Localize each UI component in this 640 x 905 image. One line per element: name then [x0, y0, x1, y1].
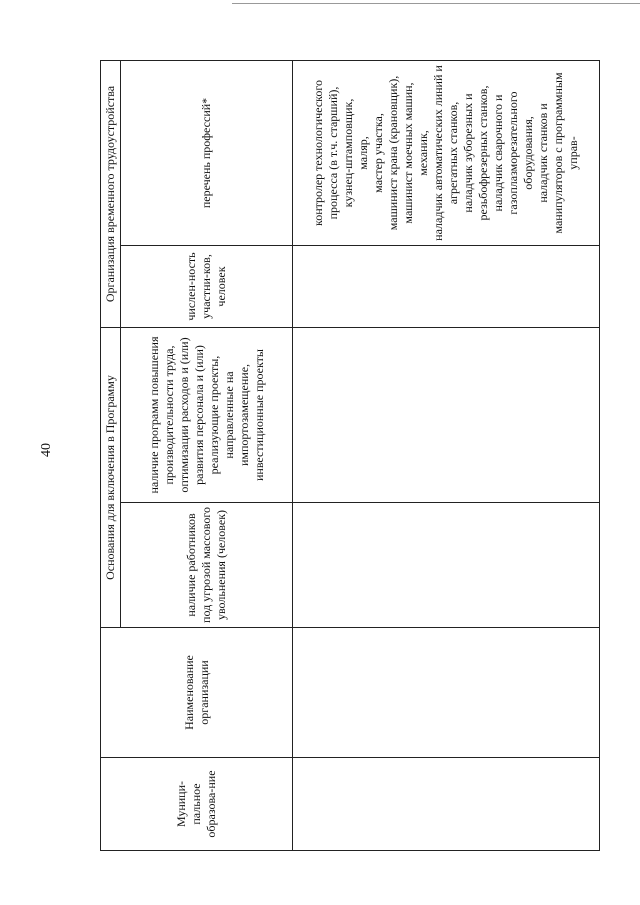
header-programs: наличие программ повышения производительности труда, оптимизации расходов и (или) развития персонала и (или) реализующие проекты, направленные на импортозамещение, инвестиционные проекты	[121, 328, 293, 503]
profession-item: кузнец-штамповщик,	[341, 98, 355, 208]
header-workers-threat: наличие работников под угрозой массового увольнения (человек)	[121, 503, 293, 628]
cell-workers-threat	[293, 503, 600, 628]
header-temp-employment-group: Организация временного трудоустройства	[101, 60, 121, 327]
top-rule	[232, 3, 640, 4]
profession-item: мастер участка,	[371, 113, 385, 193]
header-municipality: Муници-пальное образова-ние	[101, 758, 293, 851]
profession-item: наладчик автоматических линий и агрегатных станков,	[431, 65, 460, 241]
header-grounds-group: Основания для включения в Программу	[101, 328, 121, 628]
profession-item: наладчик сварочного и газоплазморезательного оборудования,	[491, 91, 535, 215]
page-number: 40	[39, 443, 54, 457]
cell-professions-list	[293, 60, 600, 245]
profession-item: механик,	[416, 130, 430, 176]
header-professions: перечень профессий*	[121, 60, 293, 245]
header-participants: числен-ность участни-ков, человек	[121, 246, 293, 328]
profession-item: маляр,	[356, 136, 370, 170]
profession-item: машинист моечных машин,	[401, 82, 415, 224]
cell-participants	[293, 246, 600, 328]
cell-organization	[293, 628, 600, 758]
cell-programs	[293, 328, 600, 503]
profession-item: наладчик станков и манипуляторов с программным управ-	[536, 72, 580, 234]
rotated-table-frame	[100, 61, 597, 851]
profession-item: машинист крана (крановщик),	[386, 75, 400, 231]
profession-item: наладчик зуборезных и резьбофрезерных станков,	[461, 85, 490, 221]
header-organization: Наименование организации	[101, 628, 293, 758]
profession-item: контролер технологического процесса (в т.ч. старший),	[311, 79, 340, 227]
program-table	[100, 60, 600, 851]
cell-municipality	[293, 758, 600, 851]
